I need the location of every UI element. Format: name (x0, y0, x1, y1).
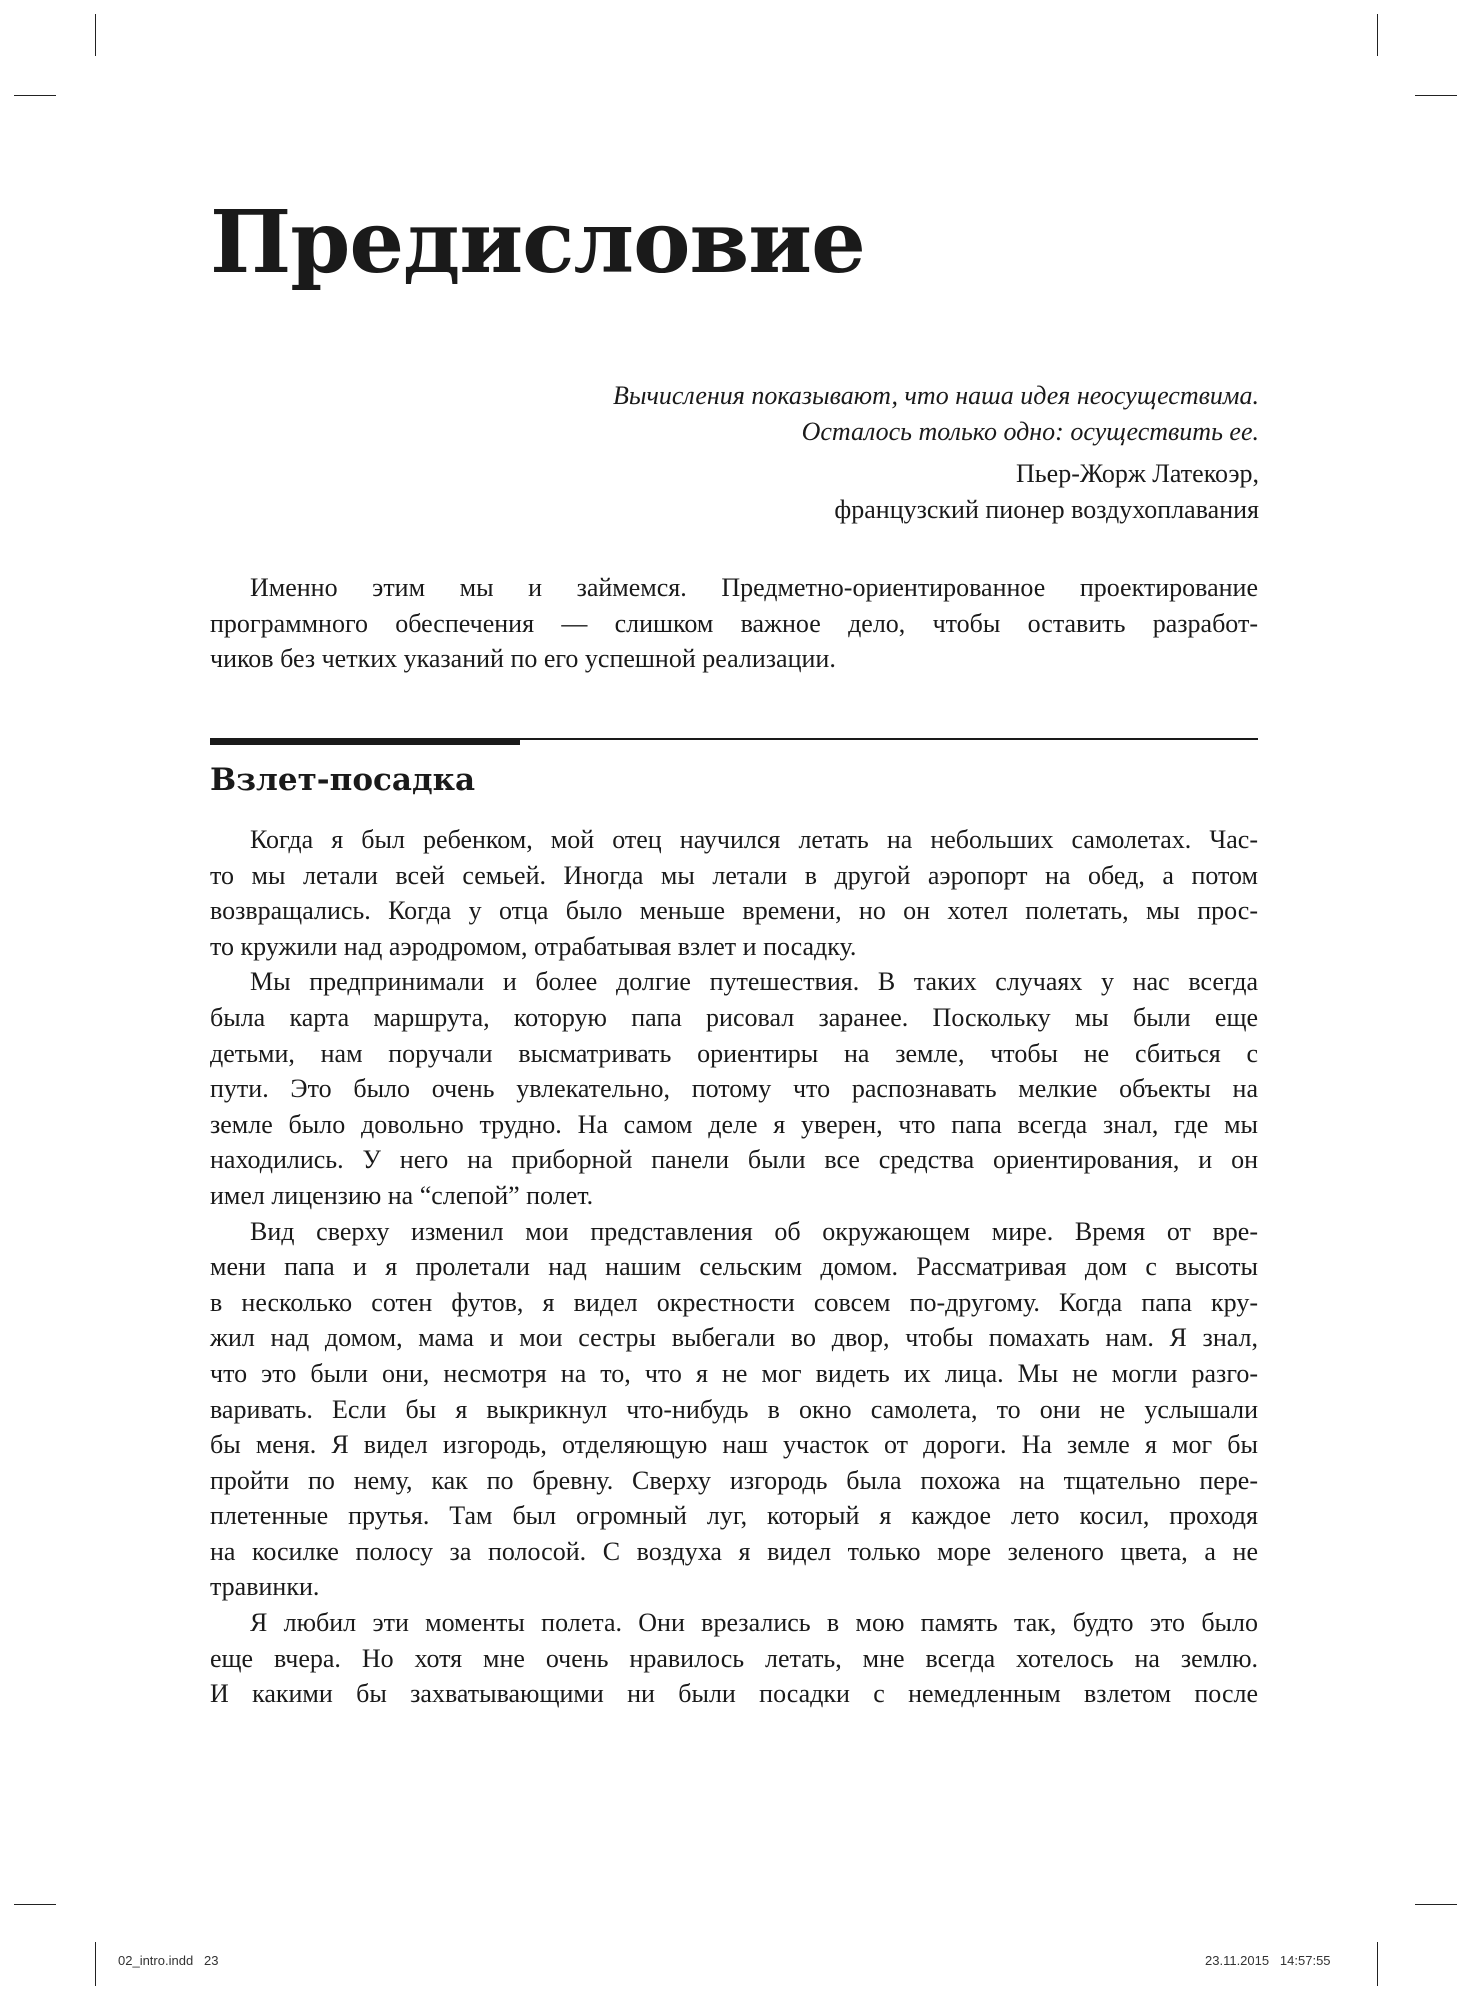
text-line: пути. Это было очень увлекательно, потому что распознавать мелкие объекты на (210, 1074, 1258, 1104)
text-line: Вид сверху изменил мои представления об окружающем мире. Время от вре- (250, 1216, 1258, 1246)
text-line: Мы предпринимали и более долгие путешествия. В таких случаях у нас всегда (250, 967, 1258, 997)
text-line: программного обеспечения — слишком важное дело, чтобы оставить разработ- (210, 608, 1258, 638)
text-line: имел лицензию на “слепой” полет. (210, 1180, 594, 1210)
epigraph-quote-line: Осталось только одно: осуществить ее. (801, 417, 1259, 446)
footer-timestamp: 23.11.2015 14:57:55 (1205, 1953, 1331, 1968)
crop-mark (1415, 95, 1457, 96)
text-line: плетенные прутья. Там был огромный луг, который я каждое лето косил, проходя (210, 1501, 1258, 1531)
section-body (210, 822, 1258, 1712)
page-title: Предисловие (210, 192, 865, 293)
text-line: мени папа и я пролетали над нашим сельским домом. Рассматривая дом с высоты (210, 1252, 1258, 1282)
crop-mark (95, 14, 96, 56)
text-line: Когда я был ребенком, мой отец научился летать на небольших самолетах. Час- (250, 825, 1258, 854)
section-divider-accent (210, 738, 520, 745)
text-line: в несколько сотен футов, я видел окрестности совсем по-другому. Когда папа кру- (210, 1287, 1258, 1317)
text-line: земле было довольно трудно. На самом деле я уверен, что папа всегда знал, где мы (210, 1109, 1258, 1139)
intro-paragraph (210, 570, 1258, 677)
text-line: бы меня. Я видел изгородь, отделяющую наш участок от дороги. На земле я мог бы (210, 1430, 1258, 1460)
text-line: пройти по нему, как по бревну. Сверху изгородь была похожа на тщательно пере- (210, 1465, 1258, 1495)
text-line: на косилке полосу за полосой. С воздуха я видел только море зеленого цвета, а не (210, 1536, 1258, 1566)
text-line: была карта маршрута, которую папа рисовал заранее. Поскольку мы были еще (210, 1002, 1258, 1032)
text-line: И какими бы захватывающими ни были посадки с немедленным взлетом после (210, 1679, 1258, 1709)
paragraph (210, 964, 1258, 1213)
text-line: то мы летали всей семьей. Иногда мы летали в другой аэропорт на обед, а потом (210, 860, 1258, 890)
paragraph (210, 1214, 1258, 1606)
text-line: то кружили над аэродромом, отрабатывая взлет и посадку. (210, 931, 857, 961)
epigraph-quote-line: Вычисления показывают, что наша идея неосуществима. (612, 381, 1259, 410)
text-line: еще вчера. Но хотя мне очень нравилось летать, мне всегда хотелось на землю. (210, 1643, 1258, 1673)
crop-mark (1415, 1904, 1457, 1905)
text-line: находились. У него на приборной панели были все средства ориентирования, и он (210, 1145, 1258, 1175)
crop-mark (14, 1904, 56, 1905)
section-heading: Взлет-посадка (210, 762, 476, 798)
crop-mark (1377, 14, 1378, 56)
paragraph (210, 1605, 1258, 1712)
epigraph-author-description: французский пионер воздухоплавания (834, 495, 1259, 524)
crop-mark (1377, 1942, 1378, 1986)
text-line: жил над домом, мама и мои сестры выбегали во двор, чтобы помахать нам. Я знал, (210, 1323, 1258, 1353)
text-line: чиков без четких указаний по его успешной реализации. (210, 644, 836, 674)
text-line: варивать. Если бы я выкрикнул что-нибудь в окно самолета, то они не услышали (210, 1394, 1258, 1424)
text-line: возвращались. Когда у отца было меньше времени, но он хотел полетать, мы прос- (210, 896, 1258, 926)
crop-mark (14, 95, 56, 96)
epigraph-author: Пьер-Жорж Латекоэр, (1016, 459, 1259, 488)
epigraph (359, 378, 1259, 528)
footer-file-info: 02_intro.indd 23 (118, 1953, 219, 1968)
text-line: травинки. (210, 1572, 320, 1602)
crop-mark (95, 1942, 96, 1986)
text-line: что это были они, несмотря на то, что я не мог видеть их лица. Мы не могли разго- (210, 1358, 1258, 1388)
text-line: детьми, нам поручали высматривать ориентиры на земле, чтобы не сбиться с (210, 1038, 1258, 1068)
text-line: Именно этим мы и займемся. Предметно-ориентированное проектирование (250, 573, 1258, 602)
paragraph (210, 822, 1258, 964)
text-line: Я любил эти моменты полета. Они врезались в мою память так, будто это было (250, 1608, 1258, 1638)
